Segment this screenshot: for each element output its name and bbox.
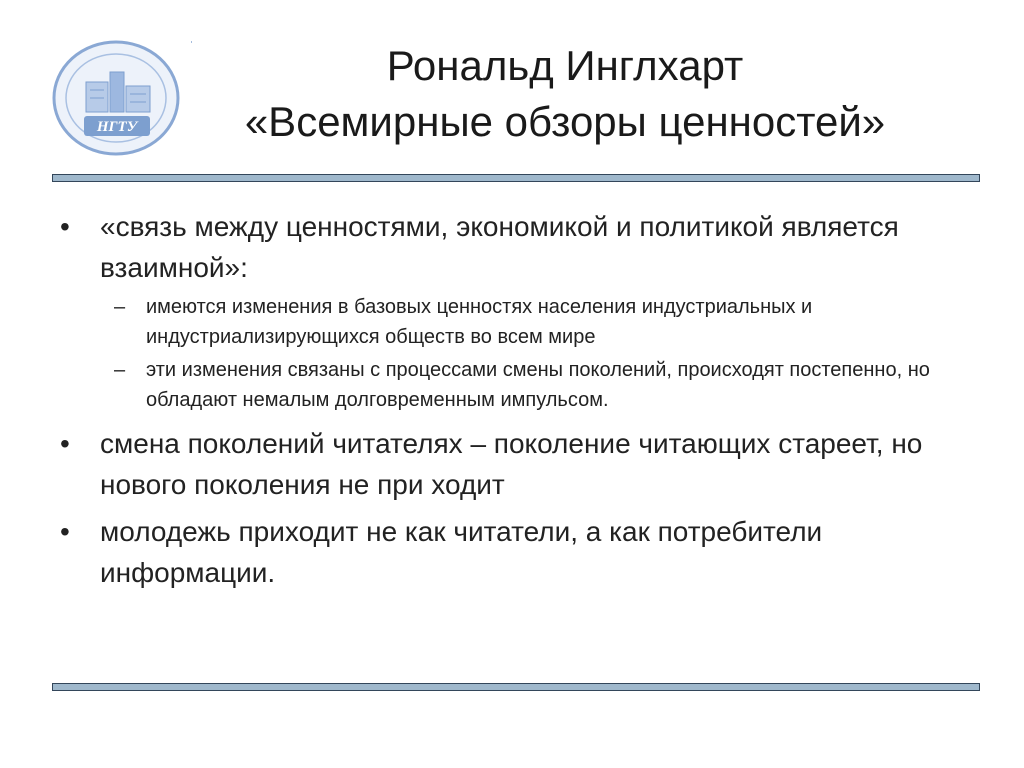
sub-list <box>58 292 978 415</box>
bullet-marker: • <box>60 516 70 547</box>
title-line-2: «Всемирные обзоры ценностей» <box>244 98 886 145</box>
bullet-text: смена поколений читателях – поколение читающих стареет, но нового поколения не при ходит <box>100 428 923 500</box>
sub-item-1 <box>58 292 978 352</box>
sub-item-text: эти изменения связаны с процессами смены поколений, происходят постепенно, но обладают немалым долговременным импульсом. <box>146 359 930 411</box>
bullet-item-1 <box>58 206 978 288</box>
footer-divider <box>52 683 980 691</box>
dash-marker: – <box>114 296 126 318</box>
bullet-marker: • <box>60 211 70 242</box>
title-divider <box>52 174 980 182</box>
bullet-marker: • <box>60 428 70 459</box>
slide-title <box>150 38 980 150</box>
logo-text: НГТУ <box>96 119 138 135</box>
bullet-item-2 <box>58 423 978 505</box>
slide-content <box>58 206 978 599</box>
bullet-text: «связь между ценностями, экономикой и политикой является взаимной»: <box>100 211 899 283</box>
sub-item-2 <box>58 355 978 415</box>
bullet-text: молодежь приходит не как читатели, а как потребители информации. <box>100 516 823 588</box>
sub-item-text: имеются изменения в базовых ценностях населения индустриальных и индустриализирующихся обществ во всем мире <box>146 296 813 348</box>
bullet-item-3 <box>58 511 978 593</box>
dash-marker: – <box>114 359 126 381</box>
title-line-1: Рональд Инглхарт <box>386 42 744 89</box>
